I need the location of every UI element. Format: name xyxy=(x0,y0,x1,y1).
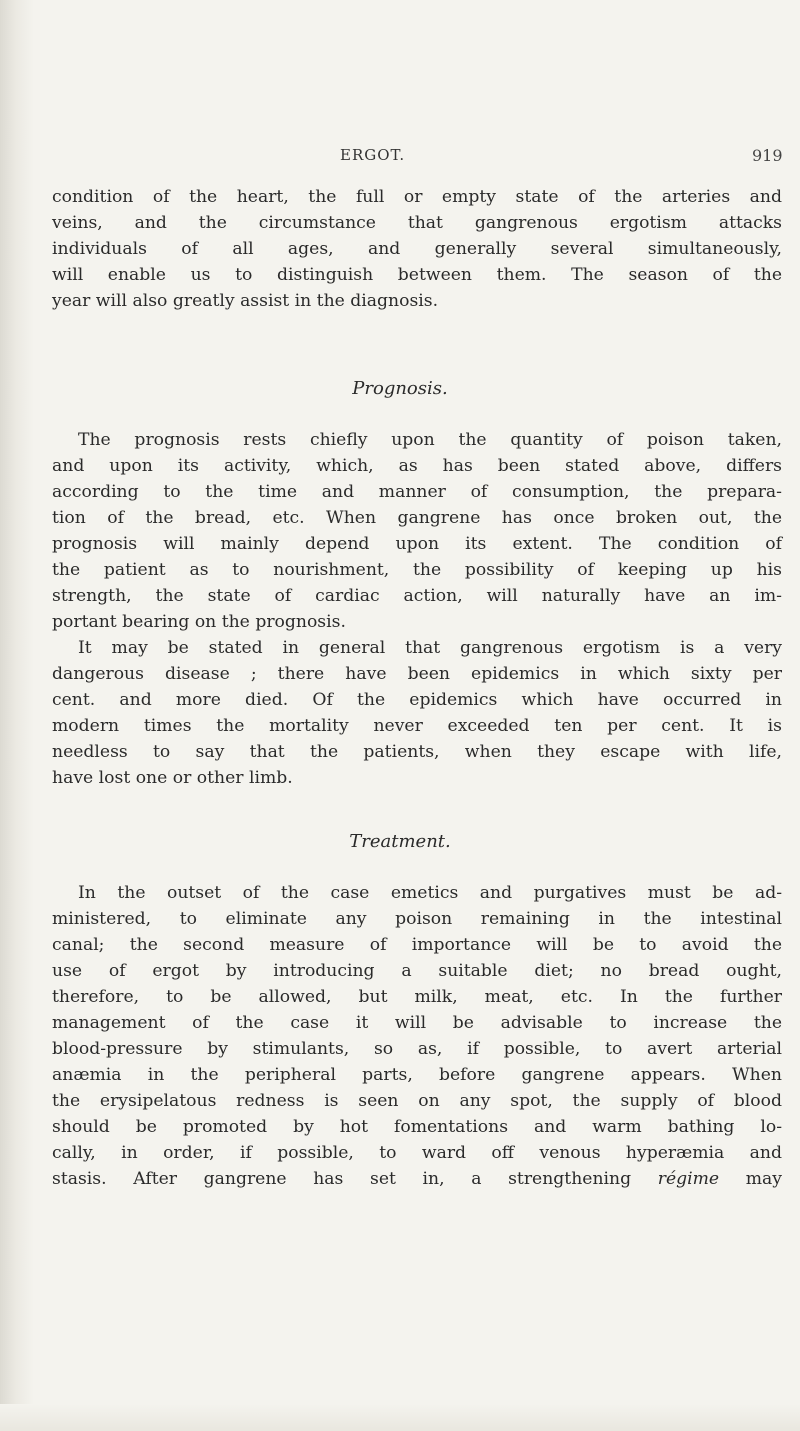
text-line: cally, in order, if possible, to ward off venous hyperæmia and xyxy=(52,1143,782,1163)
text-line: the patient as to nourishment, the possibility of keeping up his xyxy=(52,560,782,580)
text-line: therefore, to be allowed, but milk, meat, etc. In the further xyxy=(52,987,782,1007)
text-line: should be promoted by hot fomentations and warm bathing lo- xyxy=(52,1117,782,1137)
text-line: prognosis will mainly depend upon its extent. The condition of xyxy=(52,534,782,554)
italic-word: régime xyxy=(657,1169,720,1189)
intro-paragraph xyxy=(52,184,782,314)
text-line: year will also greatly assist in the diagnosis. xyxy=(52,291,439,311)
text-line: strength, the state of cardiac action, will naturally have an im- xyxy=(52,586,782,606)
text-line: management of the case it will be advisable to increase the xyxy=(52,1013,782,1033)
text-line: canal; the second measure of importance will be to avoid the xyxy=(52,935,782,955)
text-line: portant bearing on the prognosis. xyxy=(52,612,346,632)
text-line: have lost one or other limb. xyxy=(52,768,293,788)
text-run: stasis. After gangrene has set in, a strengthening xyxy=(52,1169,658,1189)
running-head-title: ERGOT. xyxy=(340,146,406,164)
text-line: the erysipelatous redness is seen on any spot, the supply of blood xyxy=(52,1091,782,1111)
text-line: The prognosis rests chiefly upon the quantity of poison taken, xyxy=(78,430,782,450)
text-line: condition of the heart, the full or empty state of the arteries and xyxy=(52,187,782,207)
text-run: may xyxy=(719,1169,782,1189)
page-number: 919 xyxy=(752,146,783,165)
running-head xyxy=(0,146,800,168)
text-line: modern times the mortality never exceeded ten per cent. It is xyxy=(52,716,782,736)
text-line: dangerous disease ; there have been epidemics in which sixty per xyxy=(52,664,782,684)
text-line: It may be stated in general that gangrenous ergotism is a very xyxy=(78,638,782,658)
section-heading-prognosis: Prognosis. xyxy=(352,378,448,399)
text-line: needless to say that the patients, when they escape with life, xyxy=(52,742,782,762)
text-line: and upon its activity, which, as has been stated above, differs xyxy=(52,456,782,476)
text-line: blood-pressure by stimulants, so as, if possible, to avert arterial xyxy=(52,1039,782,1059)
text-line: will enable us to distinguish between them. The season of the xyxy=(52,265,782,285)
text-line: ministered, to eliminate any poison remaining in the intestinal xyxy=(52,909,782,929)
prognosis-paragraph-2 xyxy=(52,635,782,791)
text-line: use of ergot by introducing a suitable diet; no bread ought, xyxy=(52,961,782,981)
text-line: cent. and more died. Of the epidemics which have occurred in xyxy=(52,690,782,710)
treatment-paragraph-1 xyxy=(52,880,782,1192)
page-bottom-shadow xyxy=(0,1404,800,1431)
prognosis-paragraph-1 xyxy=(52,427,782,635)
text-line: individuals of all ages, and generally several simultaneously, xyxy=(52,239,782,259)
text-line: veins, and the circumstance that gangrenous ergotism attacks xyxy=(52,213,782,233)
text-line: anæmia in the peripheral parts, before gangrene appears. When xyxy=(52,1065,782,1085)
text-line: according to the time and manner of consumption, the prepara- xyxy=(52,482,782,502)
text-line: In the outset of the case emetics and purgatives must be ad- xyxy=(78,883,782,903)
text-line: tion of the bread, etc. When gangrene has once broken out, the xyxy=(52,508,782,528)
section-heading-treatment: Treatment. xyxy=(349,831,451,852)
text-line-final xyxy=(52,1166,782,1192)
